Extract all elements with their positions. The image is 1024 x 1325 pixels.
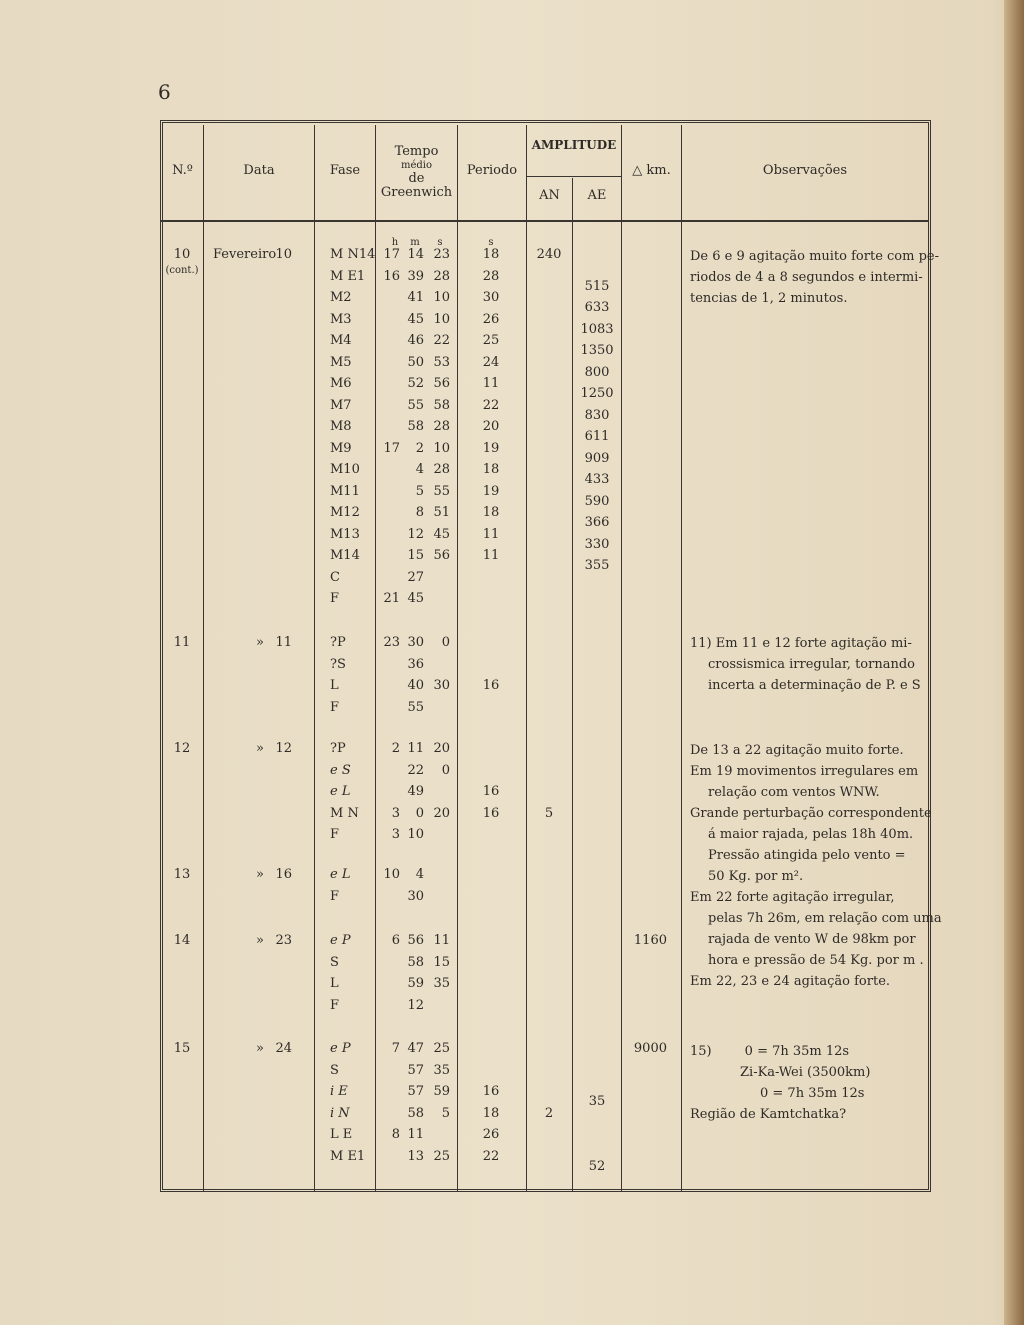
row-second: 25 (433, 1041, 450, 1056)
row-hour: 21 (383, 591, 400, 606)
row-second: 30 (433, 678, 450, 693)
obs-line: Em 22 forte agitação irregular, (690, 890, 895, 905)
row-hour: 3 (391, 827, 400, 842)
col-rule (457, 125, 458, 1191)
header-tempo-4: Greenwich (380, 185, 453, 200)
header-tempo-3: de (408, 171, 425, 186)
unit-h: h (391, 237, 399, 248)
entry-month: » (256, 867, 264, 882)
row-second: 28 (433, 268, 450, 284)
header-periodo: Periodo (466, 163, 518, 178)
row-hour: 6 (391, 933, 400, 948)
row-fase: S (330, 1062, 339, 1078)
row-second: 15 (433, 954, 450, 970)
obs-line: Região de Kamtchatka? (690, 1107, 847, 1122)
row-period: 25 (482, 333, 500, 348)
row-second: 51 (433, 505, 450, 520)
row-fase: S (330, 954, 339, 970)
row-fase: F (330, 997, 340, 1013)
row-fase: M E1 (330, 268, 366, 284)
obs-line: riodos de 4 a 8 segundos e intermi- (690, 270, 923, 285)
obs-group-10 (690, 246, 939, 309)
row-minute: 11 (407, 741, 424, 756)
row-second: 35 (433, 976, 450, 991)
row-second: 22 (433, 333, 450, 348)
row-period: 11 (482, 526, 500, 542)
entry-delta-km: 1160 (633, 933, 667, 948)
obs-line: Zi-Ka-Wei (3500km) (740, 1065, 871, 1080)
col-rule (621, 125, 622, 1191)
row-minute: 58 (407, 419, 424, 434)
row-period: 16 (482, 784, 500, 799)
row-minute: 14 (407, 247, 424, 262)
row-amplitude-e: 611 (584, 429, 610, 444)
obs-line: 15) 0 = 7h 35m 12s (690, 1044, 850, 1059)
col-rule (526, 125, 527, 1191)
obs-line: hora e pressão de 54 Kg. por m . (708, 953, 924, 968)
row-period: 16 (482, 1084, 500, 1099)
row-period: 11 (482, 376, 500, 391)
row-hour: 7 (391, 1041, 400, 1056)
obs-line: Pressão atingida pelo vento = (708, 848, 906, 863)
entry-delta-km: 9000 (633, 1041, 667, 1056)
unit-period-s: s (488, 237, 494, 248)
row-fase: M8 (330, 419, 352, 434)
row-fase: M4 (330, 333, 352, 348)
row-amplitude-e: 330 (584, 536, 610, 552)
row-second: 10 (433, 311, 450, 327)
row-minute: 27 (407, 569, 424, 585)
col-rule (314, 125, 315, 1191)
row-fase: e L (330, 867, 351, 882)
entry-number: 15 (173, 1041, 191, 1056)
row-fase: M10 (330, 462, 360, 477)
row-fase: M13 (330, 526, 360, 542)
obs-line: incerta a determinação de P. e S (708, 678, 921, 693)
row-period: 18 (482, 505, 500, 520)
entry-month: » (256, 741, 264, 756)
row-second: 45 (433, 526, 450, 542)
row-second: 0 (441, 635, 450, 650)
row-minute: 12 (407, 526, 424, 542)
row-amplitude-e: 1083 (580, 321, 614, 337)
obs-line: á maior rajada, pelas 18h 40m. (708, 827, 914, 842)
row-fase: F (330, 888, 340, 904)
row-minute: 30 (407, 888, 424, 904)
row-minute: 4 (415, 867, 424, 882)
entry-month: » (256, 1041, 264, 1056)
row-period: 24 (482, 354, 500, 370)
col-rule (572, 178, 573, 1191)
row-second: 35 (433, 1062, 450, 1078)
page-number: 6 (158, 80, 171, 104)
obs-line: pelas 7h 26m, em relação com uma (708, 911, 942, 926)
row-fase: e P (330, 933, 351, 948)
row-second: 23 (433, 247, 450, 262)
header-fase: Fase (329, 163, 361, 178)
row-amplitude-e: 800 (584, 364, 610, 380)
obs-line: rajada de vento W de 98km por (708, 932, 916, 947)
row-minute: 56 (407, 933, 424, 948)
header-no: N.º (172, 163, 193, 178)
header-ae: AE (587, 188, 607, 203)
row-period: 22 (482, 397, 500, 413)
entry-number: 10 (173, 247, 191, 262)
obs-line: crossismica irregular, tornando (708, 657, 915, 672)
row-second: 0 (441, 762, 450, 778)
row-fase: ?S (330, 656, 346, 672)
row-period: 18 (482, 1105, 500, 1121)
entry-day: 24 (275, 1041, 292, 1056)
header-observacoes: Observações (762, 163, 848, 178)
row-minute: 2 (415, 440, 424, 456)
row-second: 59 (433, 1084, 450, 1099)
row-amplitude-e: 590 (584, 493, 610, 509)
header-delta-km: △ km. (632, 163, 671, 178)
row-minute: 47 (407, 1041, 424, 1056)
row-amplitude-e: 35 (588, 1094, 606, 1109)
row-second: 25 (433, 1148, 450, 1164)
row-period: 11 (482, 548, 500, 563)
entry-number: 14 (173, 933, 191, 948)
row-minute: 0 (415, 805, 424, 821)
row-period: 30 (482, 290, 500, 305)
obs-group-12 (690, 740, 942, 992)
row-fase: M9 (330, 440, 352, 456)
row-amplitude-n: 240 (536, 247, 562, 262)
entry-day: 16 (275, 867, 292, 882)
row-amplitude-e: 1350 (580, 343, 614, 358)
row-second: 11 (433, 933, 450, 948)
row-fase: M3 (330, 311, 352, 327)
row-fase: F (330, 699, 340, 715)
obs-group-15 (690, 1041, 870, 1125)
row-fase: F (330, 827, 340, 842)
row-second: 56 (433, 548, 450, 563)
row-fase: M12 (330, 505, 360, 520)
row-minute: 10 (407, 827, 424, 842)
row-hour: 3 (391, 805, 400, 821)
row-minute: 40 (407, 678, 424, 693)
row-period: 16 (482, 678, 500, 693)
row-fase: M N (330, 805, 359, 821)
row-fase: M6 (330, 376, 352, 391)
row-fase: e S (330, 762, 351, 778)
header-tempo-2: médio (400, 160, 433, 171)
row-amplitude-n: 5 (544, 805, 554, 821)
row-amplitude-e: 433 (584, 472, 610, 487)
row-period: 18 (482, 462, 500, 477)
entry-number: 12 (173, 741, 191, 756)
row-fase: e P (330, 1041, 351, 1056)
row-fase: M E1 (330, 1148, 366, 1164)
entry-number: 11 (173, 635, 191, 650)
header-rule (161, 220, 929, 222)
row-minute: 57 (407, 1084, 424, 1099)
entry-day: 12 (275, 741, 292, 756)
row-period: 26 (482, 1127, 500, 1142)
row-minute: 5 (415, 483, 424, 499)
row-minute: 57 (407, 1062, 424, 1078)
row-hour: 17 (383, 247, 400, 262)
row-minute: 11 (407, 1127, 424, 1142)
row-hour: 2 (391, 741, 400, 756)
row-minute: 58 (407, 1105, 424, 1121)
row-amplitude-n: 2 (544, 1105, 554, 1121)
row-fase: M11 (330, 483, 360, 499)
row-minute: 4 (415, 462, 424, 477)
row-second: 10 (433, 440, 450, 456)
entry-month: » (256, 933, 264, 948)
obs-line: 11) Em 11 e 12 forte agitação mi- (690, 636, 912, 651)
row-second: 5 (441, 1105, 450, 1121)
row-minute: 13 (407, 1148, 424, 1164)
row-amplitude-e: 633 (584, 300, 610, 315)
book-spine (1004, 0, 1024, 1325)
obs-line: Grande perturbação correspondente (690, 806, 932, 821)
row-second: 10 (433, 290, 450, 305)
row-second: 28 (433, 462, 450, 477)
unit-s: s (437, 237, 443, 248)
row-fase: ?P (330, 741, 346, 756)
row-fase: i N (330, 1105, 350, 1121)
row-fase: L (330, 976, 339, 991)
row-period: 28 (482, 268, 500, 284)
obs-group-11 (690, 633, 921, 696)
row-minute: 15 (407, 548, 424, 563)
row-period: 18 (482, 247, 500, 262)
row-amplitude-e: 366 (584, 515, 610, 530)
row-period: 16 (482, 805, 500, 821)
row-amplitude-e: 1250 (580, 386, 614, 401)
entry-day: 10 (275, 247, 292, 262)
obs-line: relação com ventos WNW. (708, 785, 880, 800)
obs-line: De 6 e 9 agitação muito forte com pe- (690, 249, 939, 264)
row-fase: i E (330, 1084, 348, 1099)
entry-number: 13 (173, 867, 191, 882)
row-period: 20 (482, 419, 500, 434)
row-minute: 30 (407, 635, 424, 650)
entry-day: 11 (275, 635, 292, 650)
row-minute: 58 (407, 954, 424, 970)
amplitude-rule (527, 176, 621, 177)
row-fase: e L (330, 784, 351, 799)
header-an: AN (539, 188, 560, 203)
row-minute: 45 (407, 311, 424, 327)
entry-continued: (cont.) (165, 265, 199, 276)
row-fase: M14 (330, 548, 360, 563)
row-fase: F (330, 591, 340, 606)
header-data: Data (243, 163, 275, 178)
row-hour: 10 (383, 867, 400, 882)
obs-line: 50 Kg. por m². (708, 869, 804, 884)
row-amplitude-e: 909 (584, 450, 610, 466)
row-period: 19 (482, 440, 500, 456)
row-amplitude-e: 355 (584, 558, 610, 573)
row-minute: 36 (407, 656, 424, 672)
col-rule (681, 125, 682, 1191)
row-fase: M7 (330, 397, 352, 413)
row-amplitude-e: 52 (588, 1158, 606, 1174)
header-amplitude: AMPLITUDE (531, 138, 617, 152)
row-second: 20 (433, 805, 450, 821)
row-minute: 46 (407, 333, 424, 348)
row-minute: 55 (407, 699, 424, 715)
row-fase: M5 (330, 354, 352, 370)
row-amplitude-e: 515 (584, 278, 610, 294)
row-minute: 49 (407, 784, 424, 799)
row-second: 53 (433, 354, 450, 370)
row-minute: 50 (407, 354, 424, 370)
obs-line: Em 22, 23 e 24 agitação forte. (690, 974, 891, 989)
row-hour: 8 (391, 1127, 400, 1142)
row-fase: M2 (330, 290, 352, 305)
unit-m: m (410, 237, 420, 248)
row-minute: 41 (407, 290, 424, 305)
row-minute: 22 (407, 762, 424, 778)
row-amplitude-e: 830 (584, 407, 610, 423)
row-fase: L E (330, 1127, 353, 1142)
row-fase: C (330, 569, 340, 585)
row-second: 28 (433, 419, 450, 434)
row-fase: L (330, 678, 339, 693)
col-rule (375, 125, 376, 1191)
row-minute: 8 (415, 505, 424, 520)
row-second: 55 (433, 483, 450, 499)
row-period: 19 (482, 483, 500, 499)
row-fase: ?P (330, 635, 346, 650)
col-rule (203, 125, 204, 1191)
obs-line: tencias de 1, 2 minutos. (690, 291, 848, 306)
row-minute: 59 (407, 976, 424, 991)
row-second: 58 (433, 397, 450, 413)
obs-line: Em 19 movimentos irregulares em (690, 764, 919, 779)
row-second: 56 (433, 376, 450, 391)
row-minute: 45 (407, 591, 424, 606)
obs-line: 0 = 7h 35m 12s (760, 1086, 865, 1101)
row-hour: 16 (383, 268, 400, 284)
row-minute: 55 (407, 397, 424, 413)
header-tempo-1: Tempo (394, 144, 439, 159)
row-second: 20 (433, 741, 450, 756)
row-minute: 39 (407, 268, 424, 284)
obs-line: De 13 a 22 agitação muito forte. (690, 743, 904, 758)
row-hour: 23 (383, 635, 400, 650)
row-period: 22 (482, 1148, 500, 1164)
row-fase: M N14 (330, 247, 376, 262)
entry-day: 23 (275, 933, 292, 948)
entry-month: Fevereiro (213, 247, 277, 262)
row-hour: 17 (383, 440, 400, 456)
row-period: 26 (482, 311, 500, 327)
entry-month: » (256, 635, 264, 650)
row-minute: 12 (407, 997, 424, 1013)
row-minute: 52 (407, 376, 424, 391)
